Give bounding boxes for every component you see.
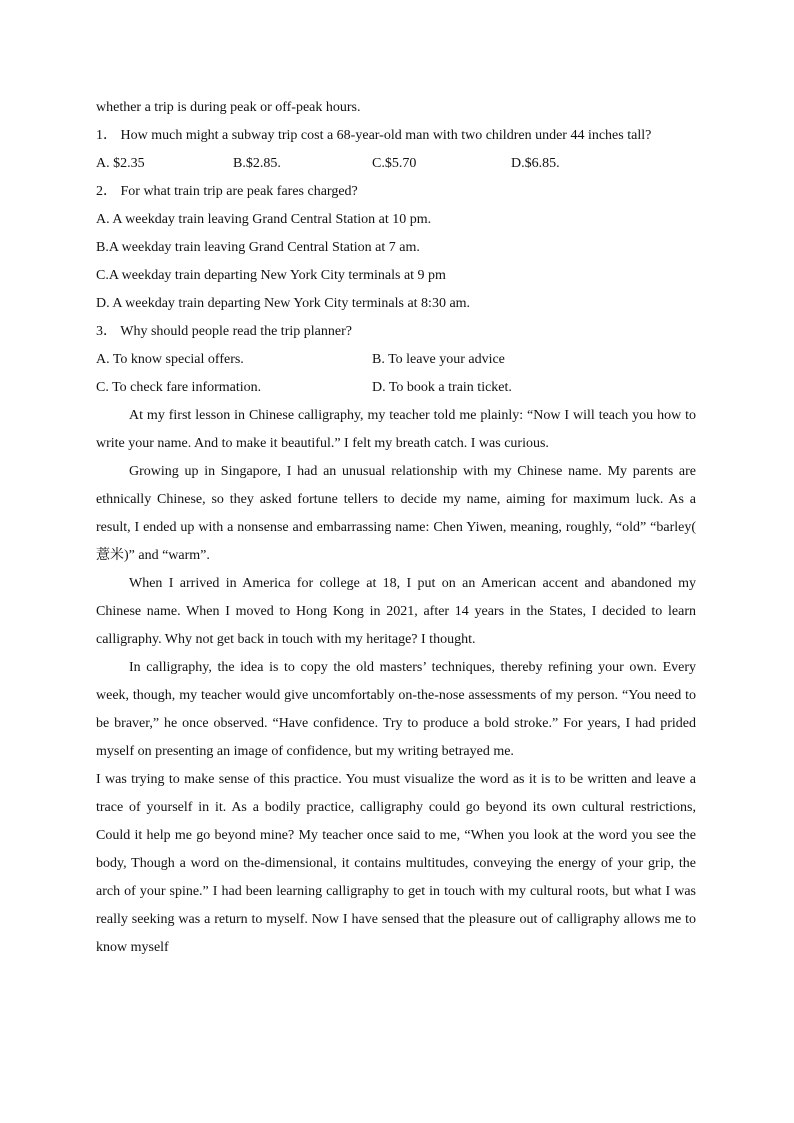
question-text: Why should people read the trip planner? (117, 324, 352, 339)
passage-paragraph-2: Growing up in Singapore, I had an unusual relationship with my Chinese name. My parents are ethnically Chinese, so they asked fortune tellers to decide my name, aiming for maximum luck. As a result, I ended up with a nonsense and embarrassing name: Chen Yiwen, meaning, roughly, “old” “barley( 薏米)” and “warm”. (96, 464, 696, 563)
passage-paragraph-5: I was trying to make sense of this practice. You must visualize the word as it is to be written and leave a trace of yourself in it. As a bodily practice, calligraphy could go beyond its own cultural restrictions, Could it help me go beyond mine? My teacher once said to me, “When you look at the word you see the body, Though a word on the-dimensional, it contains multitudes, conveying the energy of your grip, the arch of your spine.” I had been learning calligraphy to get in touch with my cultural roots, but what I was really seeking was a return to myself. Now I have sensed that the pleasure out of calligraphy allows me to know myself (96, 772, 696, 955)
question-2 (96, 178, 696, 206)
question-1 (96, 122, 696, 150)
option-c: C. To check fare information. (96, 380, 262, 395)
question-number: 1． (96, 128, 117, 143)
question-text: How much might a subway trip cost a 68-year-old man with two children under 44 inches tall? (117, 128, 652, 143)
option-a: A. A weekday train leaving Grand Central Station at 10 pm. (96, 212, 432, 227)
option-c: C.$5.70 (372, 156, 417, 171)
question-3-options-row-2 (96, 374, 696, 402)
question-number: 3． (96, 324, 117, 339)
option-b: B. To leave your advice (372, 352, 505, 367)
option-b: B.A weekday train leaving Grand Central Station at 7 am. (96, 240, 420, 255)
option-b: B.$2.85. (233, 156, 281, 171)
intro-line: whether a trip is during peak or off-peak hours. (96, 100, 361, 115)
option-d: D.$6.85. (511, 156, 560, 171)
passage-paragraph-4: In calligraphy, the idea is to copy the old masters’ techniques, thereby refining your own. Every week, though, my teacher would give uncomfortably on-the-nose assessments of my person. “You need to be braver,” he once observed. “Have confidence. Try to produce a bold stroke.” For years, I had prided myself on presenting an image of confidence, but my writing betrayed me. (96, 660, 696, 759)
question-3-options-row-1 (96, 346, 696, 374)
passage-paragraph-1: At my first lesson in Chinese calligraphy, my teacher told me plainly: “Now I will teach you how to write your name. And to make it beautiful.” I felt my breath catch. I was curious. (96, 408, 696, 451)
question-3 (96, 318, 696, 346)
option-d: D. To book a train ticket. (372, 380, 512, 395)
document-page (96, 94, 696, 962)
option-d: D. A weekday train departing New York City terminals at 8:30 am. (96, 296, 471, 311)
question-1-options (96, 150, 696, 178)
question-number: 2． (96, 184, 117, 199)
option-c: C.A weekday train departing New York City terminals at 9 pm (96, 268, 446, 283)
passage-paragraph-3: When I arrived in America for college at 18, I put on an American accent and abandoned my Chinese name. When I moved to Hong Kong in 2021, after 14 years in the States, I decided to learn calligraphy. Why not get back in touch with my heritage? I thought. (96, 576, 696, 647)
option-a: A. $2.35 (96, 156, 145, 171)
option-a: A. To know special offers. (96, 352, 244, 367)
question-text: For what train trip are peak fares charged? (117, 184, 358, 199)
